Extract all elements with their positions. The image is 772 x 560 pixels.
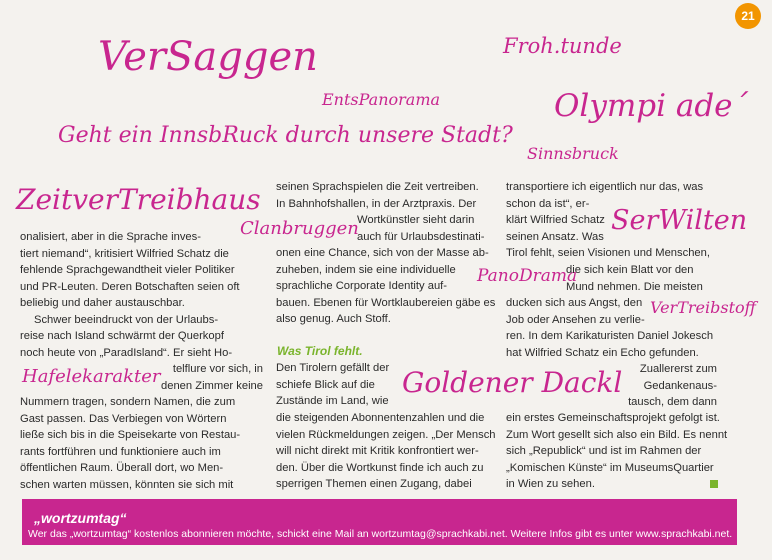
text-line: vielen Rückmeldungen zeigen. „Der Mensch [276,428,496,441]
column2-paragraph-1-wrap [357,212,491,245]
text-line: Tirol fehlt, seien Visionen und Menschen, [506,247,710,260]
wordplay-goldener-dackl: Goldener Dackl [402,366,623,399]
column1-paragraph-2-end [20,394,263,494]
text-line: Gedankenaus- [643,379,717,392]
text-line: „Komischen Künste“ im MuseumsQuartier [506,461,714,474]
footer-banner [22,499,737,545]
text-line: Gast passen. Das Verbiegen von Wörtern [20,412,227,425]
text-line: die steigenden Abonnentenzahlen und die [276,412,485,424]
end-of-article-square [710,480,718,488]
wordplay-versaggen: VerSaggen [98,34,318,80]
text-line: Wortkünstler sieht darin [357,214,475,226]
wordplay-zeitvertreibhaus: ZeitverTreibhaus [16,183,261,216]
text-line: rants fortführen und funktioniere auch im [20,445,221,458]
text-line: noch heute von „ParadIsland“. Er sieht Ho- [20,346,233,359]
text-line: Job oder Ansehen zu verlie- [506,313,645,326]
text-line: also genug. Auch Stoff. [276,313,391,326]
text-line: telflure vor sich, in [172,363,263,375]
column3-paragraph-1-cont [506,328,717,361]
text-line: ein erstes Gemeinschaftsprojekt gefolgt ist. [506,412,720,424]
text-line: seinen Sprachspielen die Zeit vertreiben. [276,181,479,193]
text-line: onalisiert, aber in die Sprache inves- [20,231,201,243]
text-line: klärt Wilfried Schatz [506,214,605,227]
wordplay-panodrama: PanoDrama [477,266,578,286]
text-line: tiert niemand“, kritisiert Wilfried Schatz die [20,247,229,260]
wordplay-hafelekarakter: Hafelekarakter [22,366,161,387]
subheading-was-tirol-fehlt: Was Tirol fehlt. [277,344,363,358]
column3-paragraph-1-wrap3 [610,361,717,411]
text-line: ren. In dem Karikaturisten Daniel Jokesch [506,330,714,342]
column1-paragraph-2-cont [20,328,263,361]
text-line: seinen Ansatz. Was [506,230,604,243]
column3-paragraph-1-wrap [566,262,717,295]
column1-paragraph-2-wrap [160,361,263,394]
text-line: Zustände im Land, wie [276,395,389,408]
column3-paragraph-1-end [506,410,728,493]
text-line: die sich kein Blatt vor den [566,264,694,276]
column1-paragraph-2-start [34,312,264,329]
text-line: ducken sich aus Angst, den [506,297,643,309]
text-line: denen Zimmer keine [161,379,263,392]
column2-paragraph-1-cont [276,245,496,328]
text-line: Schwer beeindruckt von der Urlaubs- [34,314,219,326]
text-line: sperrigen Themen einen Zugang, dabei [276,478,472,491]
wordplay-entspanorama: EntsPanorama [322,90,441,109]
text-line: transportiere ich eigentlich nur das, was [506,181,704,193]
footer-text: Wer das „wortzumtag“ kostenlos abonnieren möchte, schickt eine Mail an wortzumtag@sprachkabi.net. Weitere Infos gibt es unter www.sprachkabi.net. [28,528,733,540]
text-line: zuheben, indem sie eine individuelle [276,263,456,276]
text-line: Zum Wort gesellt sich also ein Bild. Es nennt [506,428,728,441]
wordplay-serwilten: SerWilten [611,205,748,236]
column2-paragraph-1 [276,179,491,212]
page-headline: Geht ein InnsbRuck durch unsere Stadt? [58,123,513,148]
text-line: ließe sich bis in die Speisekarte von Restau- [20,429,241,442]
text-line: auch für Urlaubsdestinati- [357,230,485,243]
text-line: sich „Republick“ und ist im Rahmen der [506,445,702,458]
text-line: Den Tirolern gefällt der [276,362,390,374]
text-line: schen warten müssen, könnten sie sich mit [20,478,234,491]
wordplay-frohtunde: Froh.tunde [503,34,622,58]
column3-paragraph-1 [506,179,717,262]
wordplay-vertreibstoff: VerTreibstoff [650,298,756,317]
column3-paragraph-1-wrap2 [506,295,656,328]
text-line: hat Wilfried Schatz ein Echo gefunden. [506,346,699,359]
column2-paragraph-2 [276,360,397,410]
text-line: In Bahnhofshallen, in der Arztpraxis. Der [276,197,477,210]
text-line: sprachliche Corporate Identity auf- [276,280,448,293]
text-line: Nummern tragen, sondern Namen, die zum [20,396,236,408]
text-line: schon da ist“, er- [506,197,590,210]
text-line: fehlende Sprachgewandtheit vieler Politiker [20,264,235,277]
text-line: beliebig und daher austauschbar. [20,297,185,310]
text-line: tausch, dem dann [628,396,717,409]
text-line: den. Über die Wortkunst finde ich auch zu [276,461,484,474]
page-number: 21 [735,3,761,29]
wordplay-clanbruggen: Clanbruggen [240,218,359,239]
column2-paragraph-2-cont [276,410,496,493]
text-line: onen eine Chance, sich von der Masse ab- [276,247,489,259]
text-line: Zuallererst zum [639,363,717,375]
text-line: reise nach Island schwärmt der Querkopf [20,330,224,342]
text-line: Mund nehmen. Die meisten [566,280,703,293]
column1-paragraph-1 [20,229,263,312]
text-line: öffentlichen Raum. Überall dort, wo Men- [20,462,224,475]
wordplay-olympiade: Olympi ade´ [554,88,749,124]
text-line: bauen. Ebenen für Wortklaubereien gäbe es [276,296,496,309]
text-line: in Wien zu sehen. [506,478,595,491]
wordplay-sinnsbruck: Sinnsbruck [527,144,619,163]
text-line: schiefe Blick auf die [276,378,375,391]
text-line: will nicht direkt mit Kritik konfrontiert wer- [276,445,479,458]
footer-title: „wortzumtag“ [34,510,127,526]
text-line: und PR-Leuten. Deren Botschaften seien oft [20,280,240,293]
